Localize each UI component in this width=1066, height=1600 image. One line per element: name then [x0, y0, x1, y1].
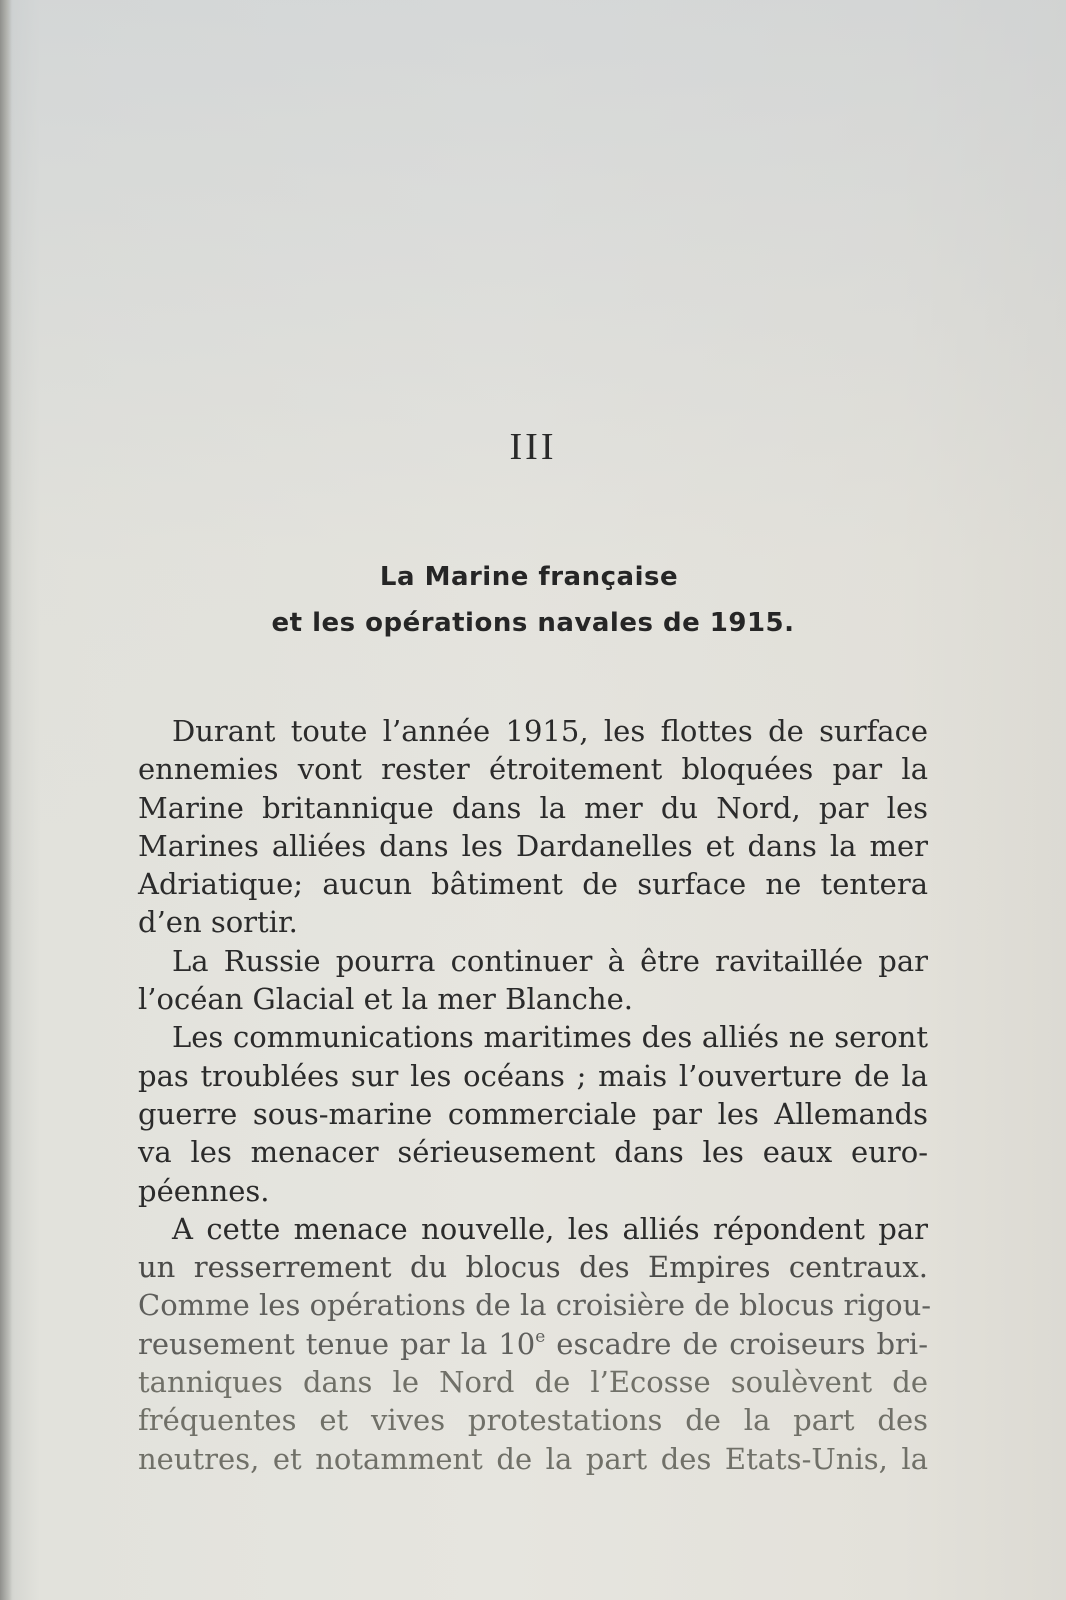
text-line: Adriatique; aucun bâtiment de surface ne tentera: [138, 867, 928, 902]
chapter-title-line-1: La Marine française: [379, 562, 679, 592]
text-line: va les menacer sérieusement dans les eaux euro-: [138, 1135, 928, 1170]
text-line: Marine britannique dans la mer du Nord, par les: [138, 790, 928, 825]
text-line: Les communications maritimes des alliés ne seront: [172, 1020, 928, 1055]
text-line: fréquentes et vives protestations de la part des: [138, 1403, 928, 1438]
text-fragment: reusement tenue par la 10: [138, 1326, 536, 1361]
chapter-title-line-2: et les opérations navales de 1915.: [271, 608, 795, 638]
text-line: neutres, et notamment de la part des Etats-Unis, la: [138, 1441, 928, 1476]
text-line-with-superscript: [138, 1325, 928, 1363]
text-line: péennes.: [138, 1173, 270, 1208]
text-line: tanniques dans le Nord de l’Ecosse soulèvent de: [138, 1365, 928, 1400]
text-line: ennemies vont rester étroitement bloquées par la: [138, 752, 928, 787]
text-line: A cette menace nouvelle, les alliés répondent par: [172, 1211, 928, 1246]
text-line: Marines alliées dans les Dardanelles et dans la mer: [138, 828, 928, 863]
text-fragment: escadre de croiseurs bri-: [545, 1326, 928, 1361]
text-line: Durant toute l’année 1915, les flottes de surface: [172, 714, 928, 748]
body-text: [138, 712, 932, 1478]
book-spine-shadow: [0, 0, 12, 1600]
text-line: guerre sous-marine commerciale par les Allemands: [138, 1096, 928, 1131]
superscript: e: [535, 1326, 546, 1347]
chapter-number: III: [509, 426, 557, 468]
text-line: un resserrement du blocus des Empires centraux.: [138, 1250, 928, 1285]
text-line: Comme les opérations de la croisière de blocus rigou-: [138, 1288, 932, 1323]
text-line: l’océan Glacial et la mer Blanche.: [138, 982, 633, 1017]
text-line: d’en sortir.: [138, 905, 298, 940]
text-line: La Russie pourra continuer à être ravitaillée par: [172, 943, 928, 978]
text-line: pas troublées sur les océans ; mais l’ouverture de la: [138, 1058, 928, 1093]
